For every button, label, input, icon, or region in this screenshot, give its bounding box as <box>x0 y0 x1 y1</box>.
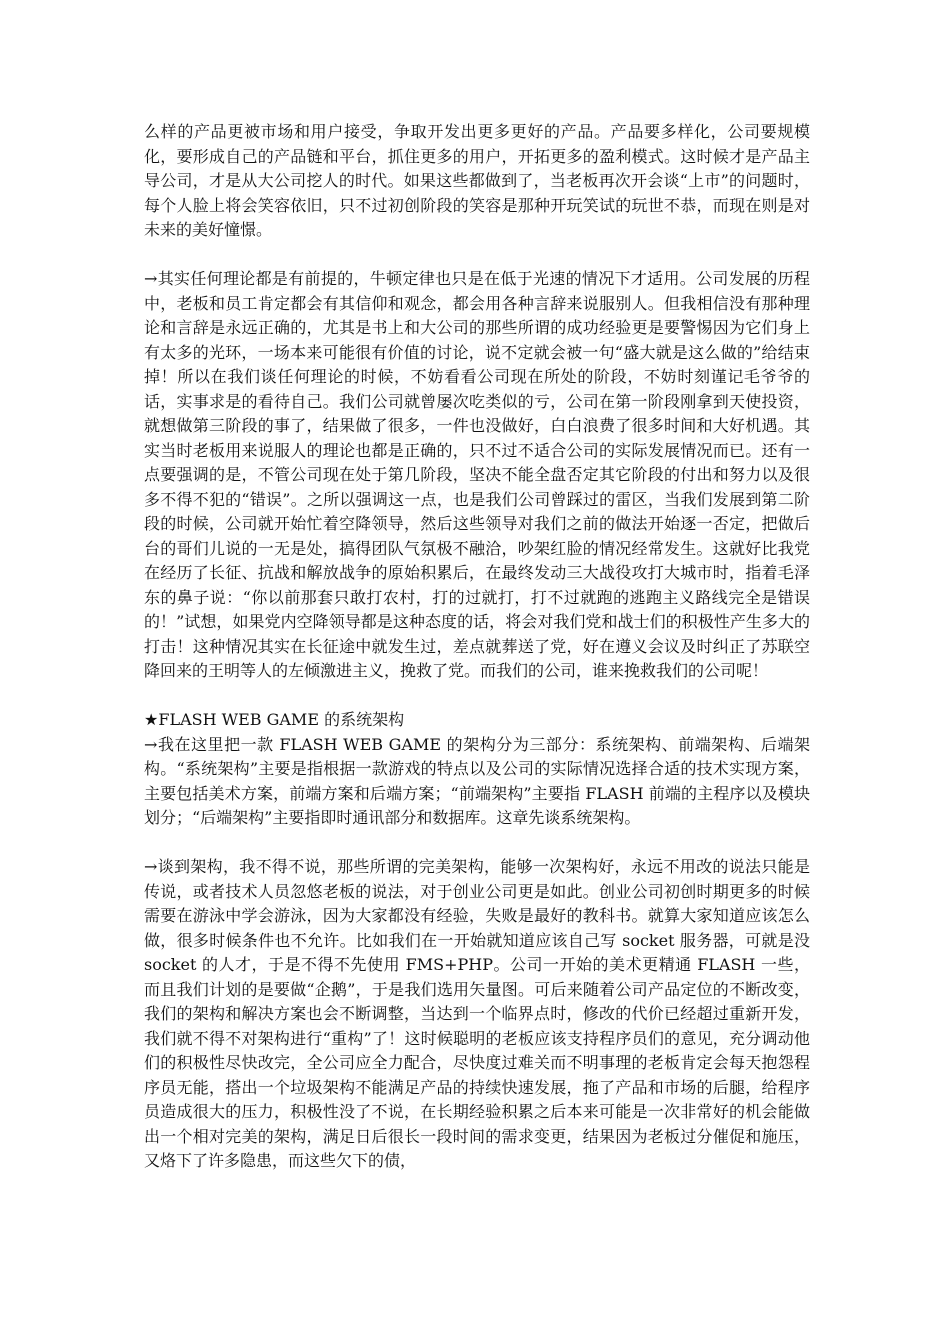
paragraph-intro: 么样的产品更被市场和用户接受，争取开发出更多更好的产品。产品要多样化，公司要规模化，要形成自己的产品链和平台，抓住更多的用户，开拓更多的盈利模式。这时候才是产品主导公司，才是从大公司挖人的时代。如果这些都做到了，当老板再次开会谈“上市”的问题时，每个人脸上将会笑容依旧，只不过初创阶段的笑容是那种开玩笑试的玩世不恭，而现在则是对未来的美好憧憬。 <box>144 122 810 239</box>
paragraph-gap <box>144 243 810 268</box>
document-body <box>144 120 810 1174</box>
section-heading: ★FLASH WEB GAME 的系统架构 <box>144 710 405 729</box>
paragraph-architecture-overview: →我在这里把一款 FLASH WEB GAME 的架构分为三部分：系统架构、前端架构、后端架构。“系统架构”主要是指根据一款游戏的特点以及公司的实际情况选择合适的技术实现方案，主要包括美术方案，前端方案和后端方案；“前端架构”主要指 FLASH 前端的主程序以及模块划分；“后端架构”主要指即时通讯部分和数据库。这章先谈系统架构。 <box>144 734 810 827</box>
paragraph-theory: →其实任何理论都是有前提的，牛顿定律也只是在低于光速的情况下才适用。公司发展的历程中，老板和员工肯定都会有其信仰和观念，都会用各种言辞来说服别人。但我相信没有那种理论和言辞是永远正确的，尤其是书上和大公司的那些所谓的成功经验更是要警惕因为它们身上有太多的光环，一场本来可能很有价值的讨论，说不定就会被一句“盛大就是这么做的”给结束掉！所以在我们谈任何理论的时候，不妨看看公司现在所处的阶段，不妨时刻谨记毛爷爷的话，实事求是的看待自己。我们公司就曾屡次吃类似的亏，公司在第一阶段刚拿到天使投资，就想做第三阶段的事了，结果做了很多，一件也没做好，白白浪费了很多时间和大好机遇。其实当时老板用来说服人的理论也都是正确的，只不过不适合公司的实际发展情况而已。还有一点要强调的是，不管公司现在处于第几阶段，坚决不能全盘否定其它阶段的付出和努力以及很多不得不犯的“错误”。之所以强调这一点，也是我们公司曾踩过的雷区，当我们发展到第二阶段的时候，公司就开始忙着空降领导，然后这些领导对我们之前的做法开始逐一否定，把做后台的哥们儿说的一无是处，搞得团队气氛极不融洽，吵架红脸的情况经常发生。这就好比我党在经历了长征、抗战和解放战争的原始积累后，在最终发动三大战役攻打大城市时，指着毛泽东的鼻子说：“你以前那套只敢打农村，打的过就打，打不过就跑的逃跑主义路线完全是错误的！”试想，如果党内空降领导都是这种态度的话，将会对我们党和战士们的积极性产生多大的打击！这种情况其实在长征途中就发生过，差点就葬送了党，好在遵义会议及时纠正了苏联空降回来的王明等人的左倾激进主义，挽救了党。而我们的公司，谁来挽救我们的公司呢！ <box>144 269 810 680</box>
paragraph-gap <box>144 684 810 709</box>
paragraph-gap <box>144 831 810 856</box>
paragraph-architecture-discussion: →谈到架构，我不得不说，那些所谓的完美架构，能够一次架构好，永远不用改的说法只能是传说，或者技术人员忽悠老板的说法，对于创业公司更是如此。创业公司初创时期更多的时候需要在游泳中学会游泳，因为大家都没有经验，失败是最好的教科书。就算大家知道应该怎么做，很多时候条件也不允许。比如我们在一开始就知道应该自己写 socket 服务器，可就是没 socket 的人才，于是不得不先使用 FMS+PHP。公司一开始的美术更精通 FLASH 一些，而且我们计划的是要做“企鹅”，于是我们选用矢量图。可后来随着公司产品定位的不断改变，我们的架构和解决方案也会不断调整，当达到一个临界点时，修改的代价已经超过重新开发，我们就不得不对架构进行“重构”了！这时候聪明的老板应该支持程序员们的意见，充分调动他们的积极性尽快改完，全公司应全力配合，尽快度过难关而不明事理的老板肯定会每天抱怨程序员无能，搭出一个垃圾架构不能满足产品的持续快速发展，拖了产品和市场的后腿，给程序员造成很大的压力，积极性没了不说，在长期经验积累之后本来可能是一次非常好的机会能做出一个相对完美的架构，满足日后很长一段时间的需求变更，结果因为老板过分催促和施压，又烙下了许多隐患，而这些欠下的债， <box>144 857 810 1170</box>
